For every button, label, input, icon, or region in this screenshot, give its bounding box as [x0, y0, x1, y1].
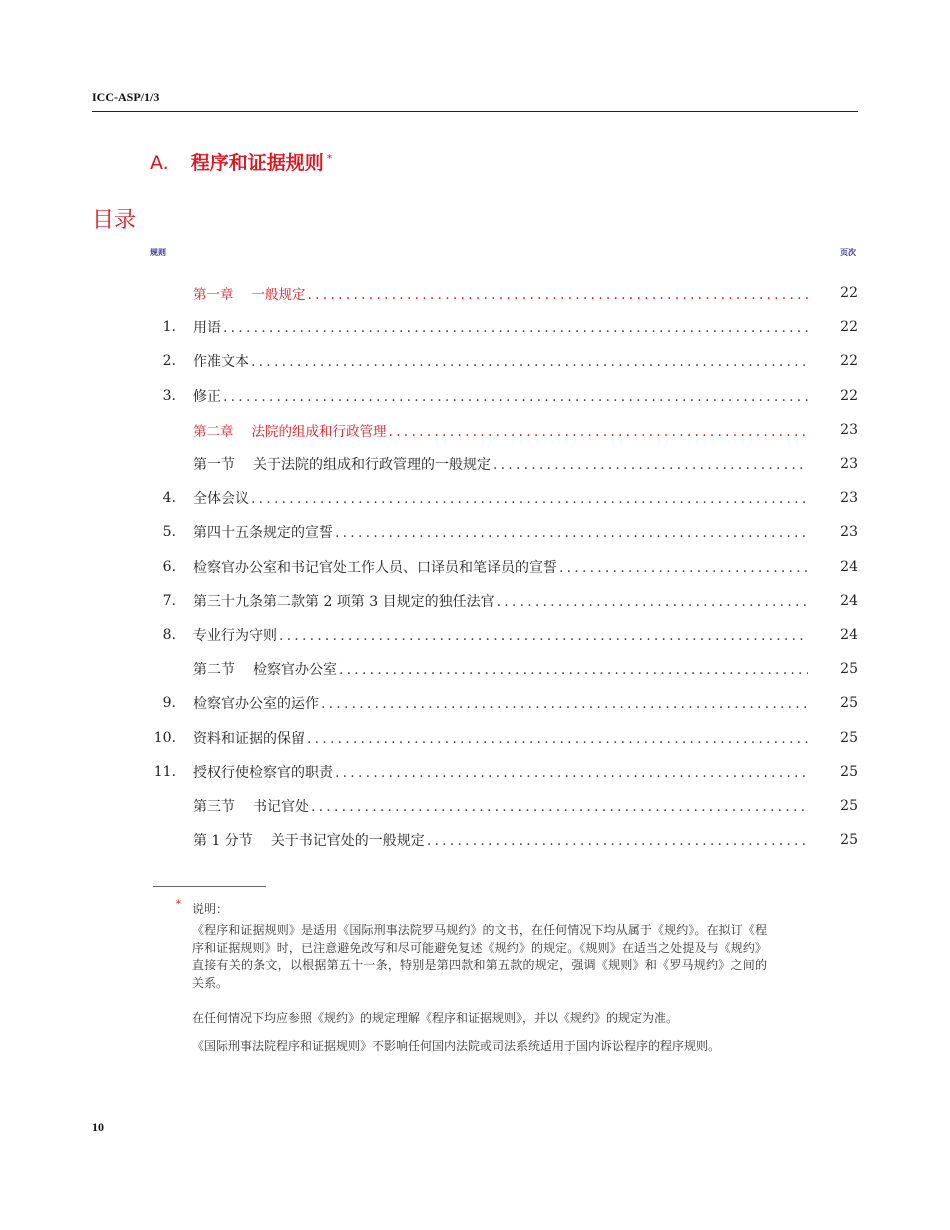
page-number: 10 — [92, 1120, 104, 1134]
toc-entry-number: 1. — [162, 319, 176, 336]
toc-page-number: 22 — [840, 319, 858, 336]
toc-rule-entry[interactable] — [150, 755, 858, 789]
footnote-mark: * — [176, 899, 181, 910]
toc-entry-title-part: 第三十九条第二款第 2 项第 3 目规定的独任法官 — [193, 593, 495, 610]
table-of-contents — [150, 276, 858, 857]
toc-entry-title-part: 专业行为守则 — [193, 627, 277, 644]
toc-entry-title — [193, 386, 221, 406]
toc-rule-entry[interactable] — [150, 481, 858, 515]
toc-entry-number: 3. — [162, 387, 176, 404]
column-head-rules: 规则 — [150, 248, 166, 257]
footnote-paragraph-3: 《国际刑事法院程序和证据规则》不影响任何国内法院或司法系统适用于国内诉讼程序的程序规则。 — [192, 1039, 721, 1053]
section-letter: A. — [150, 152, 169, 174]
toc-entry-title-part: 第 1 分节 — [193, 833, 253, 850]
toc-page-number: 25 — [840, 832, 858, 849]
toc-leader-dots — [223, 389, 808, 405]
toc-leader-dots — [559, 560, 808, 576]
toc-entry-number: 6. — [162, 558, 176, 575]
toc-rule-entry[interactable] — [150, 344, 858, 378]
toc-section-entry[interactable] — [150, 789, 858, 823]
toc-rule-entry[interactable] — [150, 618, 858, 652]
toc-entry-number: 9. — [162, 695, 176, 712]
toc-entry-title-part: 第二节 — [193, 662, 235, 679]
column-head-pages: 页次 — [840, 248, 856, 257]
toc-entry-title — [193, 420, 387, 440]
toc-rule-entry[interactable] — [150, 686, 858, 720]
toc-entry-number: 5. — [162, 524, 176, 541]
toc-page-number: 23 — [840, 524, 858, 541]
footnote-divider — [153, 886, 266, 887]
header-divider — [92, 111, 858, 112]
toc-entry-title-part: 第四十五条规定的宣誓 — [193, 525, 333, 542]
toc-leader-dots — [251, 491, 808, 507]
toc-entry-number: 7. — [162, 592, 176, 609]
toc-page-number: 23 — [840, 456, 858, 473]
contents-title: 目录 — [92, 208, 137, 233]
toc-entry-subtitle: 检察官办公室 — [253, 662, 337, 679]
toc-entry-number: 2. — [162, 353, 176, 370]
toc-entry-title — [193, 522, 333, 542]
toc-page-number: 25 — [840, 695, 858, 712]
toc-entry-title — [193, 796, 309, 816]
toc-page-number: 24 — [840, 626, 858, 643]
toc-rule-entry[interactable] — [150, 515, 858, 549]
toc-page-number: 24 — [840, 592, 858, 609]
toc-page-number: 25 — [840, 661, 858, 678]
toc-leader-dots — [279, 628, 808, 644]
toc-page-number: 23 — [840, 490, 858, 507]
toc-entry-title-part: 第三节 — [193, 798, 235, 815]
toc-page-number: 22 — [840, 353, 858, 370]
toc-chapter-entry[interactable] — [150, 413, 858, 447]
footnote-paragraph-1: 《程序和证据规则》是适用《国际刑事法院罗马规约》的文书，在任何情况下均从属于《规约》。在拟订《程序和证据规则》时，已注意避免改写和尽可能避免复述《规约》的规定。《规则》在适当之处提及与《规约》直接有关的条文，以根据第五十一条，特别是第四款和第五款的规定，强调《规则》和《罗马规约》之间的关系。 — [192, 923, 767, 990]
toc-page-number: 22 — [840, 285, 858, 302]
section-heading — [150, 148, 332, 175]
toc-entry-title — [193, 351, 249, 371]
toc-section-entry[interactable] — [150, 823, 858, 857]
toc-page-number: 25 — [840, 797, 858, 814]
toc-entry-title-part: 授权行使检察官的职责 — [193, 764, 333, 781]
toc-entry-title — [193, 693, 319, 713]
toc-entry-subtitle: 关于书记官处的一般规定 — [270, 833, 425, 850]
toc-leader-dots — [493, 457, 808, 473]
toc-entry-title — [193, 762, 333, 782]
toc-entry-title — [193, 659, 337, 679]
toc-entry-title — [193, 317, 221, 337]
toc-chapter-entry[interactable] — [150, 276, 858, 310]
toc-page-number: 23 — [840, 421, 858, 438]
toc-entry-title-part: 第一节 — [193, 457, 235, 474]
toc-entry-subtitle: 一般规定 — [251, 287, 306, 304]
toc-rule-entry[interactable] — [150, 310, 858, 344]
toc-leader-dots — [223, 320, 808, 336]
toc-entry-title-part: 检察官办公室和书记官处工作人员、口译员和笔译员的宣誓 — [193, 559, 557, 576]
toc-rule-entry[interactable] — [150, 550, 858, 584]
toc-page-number: 25 — [840, 729, 858, 746]
toc-rule-entry[interactable] — [150, 720, 858, 754]
toc-leader-dots — [321, 696, 808, 712]
toc-leader-dots — [427, 833, 808, 849]
toc-entry-title — [193, 557, 557, 577]
toc-section-entry[interactable] — [150, 447, 858, 481]
toc-entry-subtitle: 法院的组成和行政管理 — [251, 423, 387, 440]
toc-entry-title-part: 用语 — [193, 320, 221, 337]
toc-entry-number: 10. — [153, 729, 176, 746]
toc-entry-title-part: 作准文本 — [193, 354, 249, 371]
toc-entry-title-part: 全体会议 — [193, 491, 249, 508]
toc-page-number: 25 — [840, 763, 858, 780]
toc-entry-title — [193, 625, 277, 645]
toc-entry-title — [193, 591, 495, 611]
toc-entry-number: 8. — [162, 626, 176, 643]
toc-entry-title — [193, 830, 425, 850]
toc-entry-number: 4. — [162, 490, 176, 507]
toc-leader-dots — [307, 731, 808, 747]
toc-entry-title — [193, 454, 491, 474]
toc-rule-entry[interactable] — [150, 379, 858, 413]
toc-entry-title — [193, 488, 249, 508]
toc-leader-dots — [251, 354, 808, 370]
footnote-label: 说明： — [192, 902, 229, 916]
toc-leader-dots — [339, 662, 808, 678]
toc-entry-title-part: 资料和证据的保留 — [193, 730, 305, 747]
toc-entry-title-part: 检察官办公室的运作 — [193, 696, 319, 713]
section-title-text: 程序和证据规则 — [190, 152, 324, 174]
toc-section-entry[interactable] — [150, 652, 858, 686]
toc-leader-dots — [497, 594, 808, 610]
toc-leader-dots — [389, 424, 809, 440]
toc-rule-entry[interactable] — [150, 584, 858, 618]
toc-entry-title — [193, 283, 306, 303]
toc-leader-dots — [335, 765, 808, 781]
toc-entry-title-part: 第一章 — [193, 287, 234, 304]
toc-page-number: 22 — [840, 387, 858, 404]
footnote-paragraph-2: 在任何情况下均应参照《规约》的规定理解《程序和证据规则》，并以《规约》的规定为准。 — [192, 1011, 679, 1025]
toc-entry-title-part: 修正 — [193, 388, 221, 405]
toc-entry-number: 11. — [153, 763, 176, 780]
toc-leader-dots — [311, 799, 808, 815]
toc-leader-dots — [308, 287, 809, 303]
footnote-reference[interactable]: * — [326, 151, 333, 165]
toc-page-number: 24 — [840, 558, 858, 575]
toc-entry-subtitle: 书记官处 — [253, 798, 309, 815]
toc-entry-title — [193, 728, 305, 748]
toc-leader-dots — [335, 525, 808, 541]
toc-entry-title-part: 第二章 — [193, 423, 234, 440]
document-id: ICC-ASP/1/3 — [92, 90, 160, 104]
toc-entry-subtitle: 关于法院的组成和行政管理的一般规定 — [253, 457, 491, 474]
